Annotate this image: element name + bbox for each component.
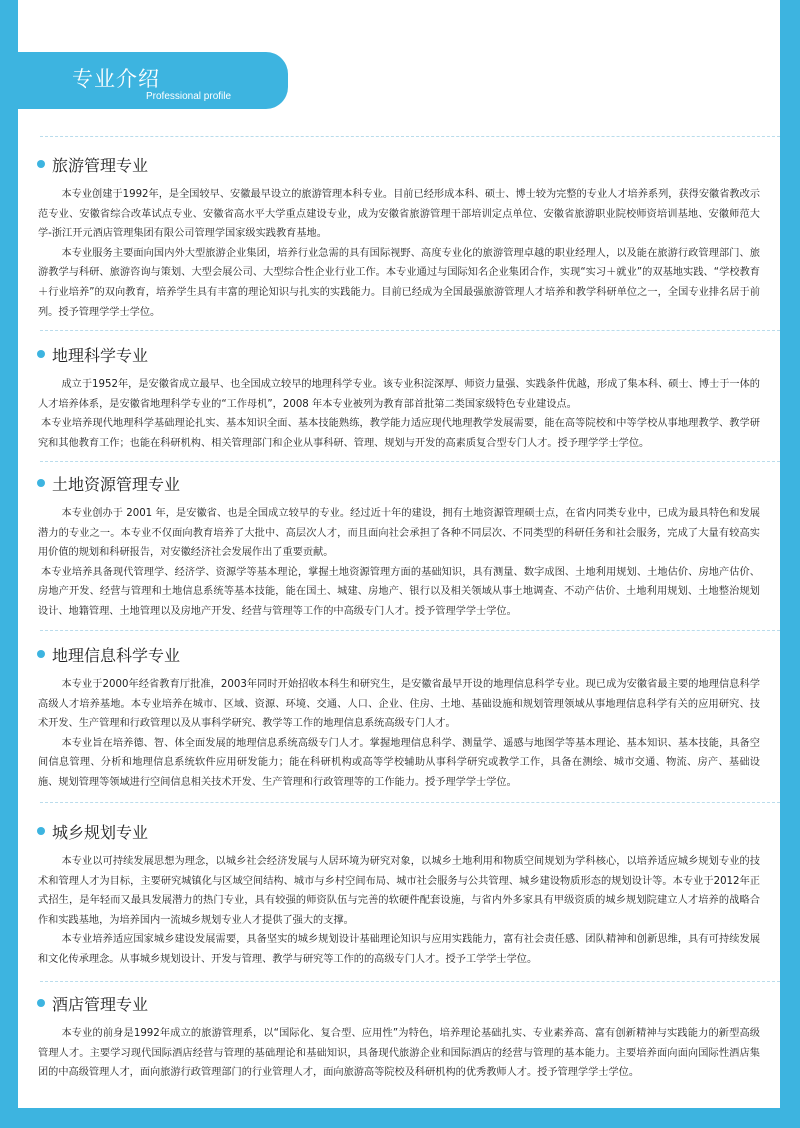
section-heading [30, 151, 760, 177]
section-divider [40, 802, 780, 803]
bullet-dot-icon [37, 650, 45, 658]
bullet-dot-icon [37, 350, 45, 358]
section-paragraph: 本专业服务主要面向国内外大型旅游企业集团，培养行业急需的具有国际视野、高度专业化的旅游管理卓越的职业经理人，以及能在旅游行政管理部门、旅游教学与科研、旅游咨询与策划、大型会展公司、大型综合性企业行业工作。本专业通过与国际知名企业集团合作，实现“实习＋就业”的双基地实践、“学校教育＋行业培养”的双向教育，培养学生具有丰富的理论知识与扎实的实践能力。目前已经成为全国最强旅游管理人才培养和教学科研单位之一，全国专业排名居于前列。授予管理学学士学位。 [38, 247, 760, 318]
section-paragraph: 本专业创办于 2001 年，是安徽省、也是全国成立较早的专业。经过近十年的建设，拥有土地资源管理硕士点，在省内同类专业中，已成为最具特色和发展潜力的专业之一。本专业不仅面向教育培养了大批中、高层次人才，而且面向社会承担了各种不同层次、不同类型的科研任务和社会服务，完成了大量有较高实用价值的规划和科研报告，对安徽经济社会发展作出了重要贡献。 [38, 508, 760, 559]
section-paragraph: 本专业旨在培养德、智、体全面发展的地理信息系统高级专门人才。掌握地理信息科学、测量学、遥感与地图学等基本理论、基本知识、基本技能，具备空间信息管理、分析和地理信息系统软件应用研发能力；能在科研机构或高等学校辅助从事科学研究或教学工作，具备在测绘、城市交通、物流、房产、基础设施、规划管理等领域进行空间信息相关技术开发、生产管理和行政管理等的工作能力。授予理学学士学位。 [38, 737, 760, 788]
section-land-resource-management [30, 470, 760, 622]
section-heading [30, 990, 760, 1016]
section-title: 地理信息科学专业 [52, 645, 181, 665]
section-hotel-management [30, 990, 760, 1083]
section-paragraph: 本专业培养现代地理科学基础理论扎实、基本知识全面、基本技能熟练，教学能力适应现代地理教学发展需要，能在高等院校和中等学校从事地理教学、教学研究和其他教育工作；也能在科研机构、相关管理部门和企业从事科研、管理、规划与开发的高素质复合型专门人才。授予理学学士学位。 [38, 418, 760, 449]
bullet-dot-icon [37, 479, 45, 487]
bullet-dot-icon [37, 160, 45, 168]
section-paragraph: 本专业以可持续发展思想为理念，以城乡社会经济发展与人居环境为研究对象，以城乡土地利用和物质空间规划为学科核心，以培养适应城乡规划专业的技术和管理人才为目标，主要研究城镇化与区域空间结构、城市与乡村空间布局、城市社会服务与公共管理、城乡建设物质形态的规划设计等。本专业于2012年正式招生，是年轻而又最具发展潜力的热门专业，具有较强的师资队伍与完善的软硬件配套设施，与省内外多家具有甲级资质的城乡规划院建立人才培养的战略合作和实践基地，为培养国内一流城乡规划专业人才提供了强大的支撑。 [38, 856, 760, 926]
section-title: 城乡规划专业 [52, 822, 149, 842]
section-title: 地理科学专业 [52, 345, 149, 365]
section-divider [40, 630, 780, 631]
bullet-dot-icon [37, 999, 45, 1007]
section-paragraph: 本专业培养适应国家城乡建设发展需要，具备坚实的城乡规划设计基础理论知识与应用实践能力，富有社会责任感、团队精神和创新思维，具有可持续发展和文化传承理念。从事城乡规划设计、开发与管理、教学与研究等工作的的高级专门人才。授予工学学士学位。 [38, 934, 760, 965]
section-heading [30, 818, 760, 844]
section-title: 土地资源管理专业 [52, 474, 181, 494]
left-frame-bar [0, 0, 18, 1128]
section-heading [30, 641, 760, 667]
section-paragraph: 本专业于2000年经省教育厅批准，2003年同时开始招收本科生和研究生，是安徽省最早开设的地理信息科学专业。现已成为安徽省最主要的地理信息科学高级人才培养基地。本专业培养在城市、区域、资源、环境、交通、人口、企业、住房、土地、基础设施和规划管理领域从事地理信息科学有关的应用研究、技术开发、生产管理和行政管理以及从事科学研究、教学等工作的地理信息系统高级专门人才。 [38, 679, 760, 730]
section-geography-science [30, 341, 760, 453]
section-divider [40, 136, 780, 137]
section-title: 酒店管理专业 [52, 994, 149, 1014]
section-gis-science [30, 641, 760, 793]
section-paragraph: 本专业创建于1992年，是全国较早、安徽最早设立的旅游管理本科专业。目前已经形成本科、硕士、博士较为完整的专业人才培养系列，获得安徽省教改示范专业、安徽省综合改革试点专业、安徽省高水平大学重点建设专业，成为安徽省旅游管理干部培训定点单位、安徽省旅游职业院校师资培训基地、安徽师范大学-浙江开元酒店管理集团有限公司管理学国家级实践教育基地。 [38, 189, 760, 240]
section-paragraph: 成立于1952年，是安徽省成立最早、也全国成立较早的地理科学专业。该专业积淀深厚、师资力量强、实践条件优越，形成了集本科、硕士、博士于一体的人才培养体系，是安徽省地理科学专业的“工作母机”，2008 年本专业被列为教育部首批第二类国家级特色专业建设点。 [38, 379, 760, 410]
section-heading [30, 470, 760, 496]
bullet-dot-icon [37, 827, 45, 835]
section-paragraph: 本专业的前身是1992年成立的旅游管理系，以“国际化、复合型、应用性”为特色，培养理论基础扎实、专业素养高、富有创新精神与实践能力的新型高级管理人才。主要学习现代国际酒店经营与管理的基础理论和基础知识，具备现代旅游企业和国际酒店的经营与管理的基本能力。主要培养面向面向国际性酒店集团的中高级管理人才，面向旅游行政管理部门的行业管理人才，面向旅游高等院校及科研机构的优秀教师人才。授予管理学学士学位。 [38, 1028, 760, 1079]
section-divider [40, 330, 780, 331]
page-title: 专业介绍 [72, 67, 160, 91]
section-urban-rural-planning [30, 818, 760, 970]
page-subtitle: Professional profile [146, 91, 232, 102]
section-paragraph: 本专业培养具备现代管理学、经济学、资源学等基本理论，掌握土地资源管理方面的基础知识，具有测量、数字成图、土地利用规划、土地估价、房地产估价、房地产开发、经营与管理和土地信息系统等基本技能，能在国土、城建、房地产、银行以及相关领域从事土地调查、不动产估价、土地利用规划、土地整治规划设计、地籍管理、土地管理以及房地产开发、经营与管理等工作的中高级专门人才。授予管理学学士学位。 [38, 566, 760, 617]
bottom-frame-bar [0, 1108, 800, 1128]
section-tourism-management [30, 151, 760, 322]
section-divider [40, 981, 780, 982]
section-heading [30, 341, 760, 367]
section-divider [40, 461, 780, 462]
right-frame-bar [780, 0, 800, 1128]
section-title: 旅游管理专业 [52, 155, 149, 175]
